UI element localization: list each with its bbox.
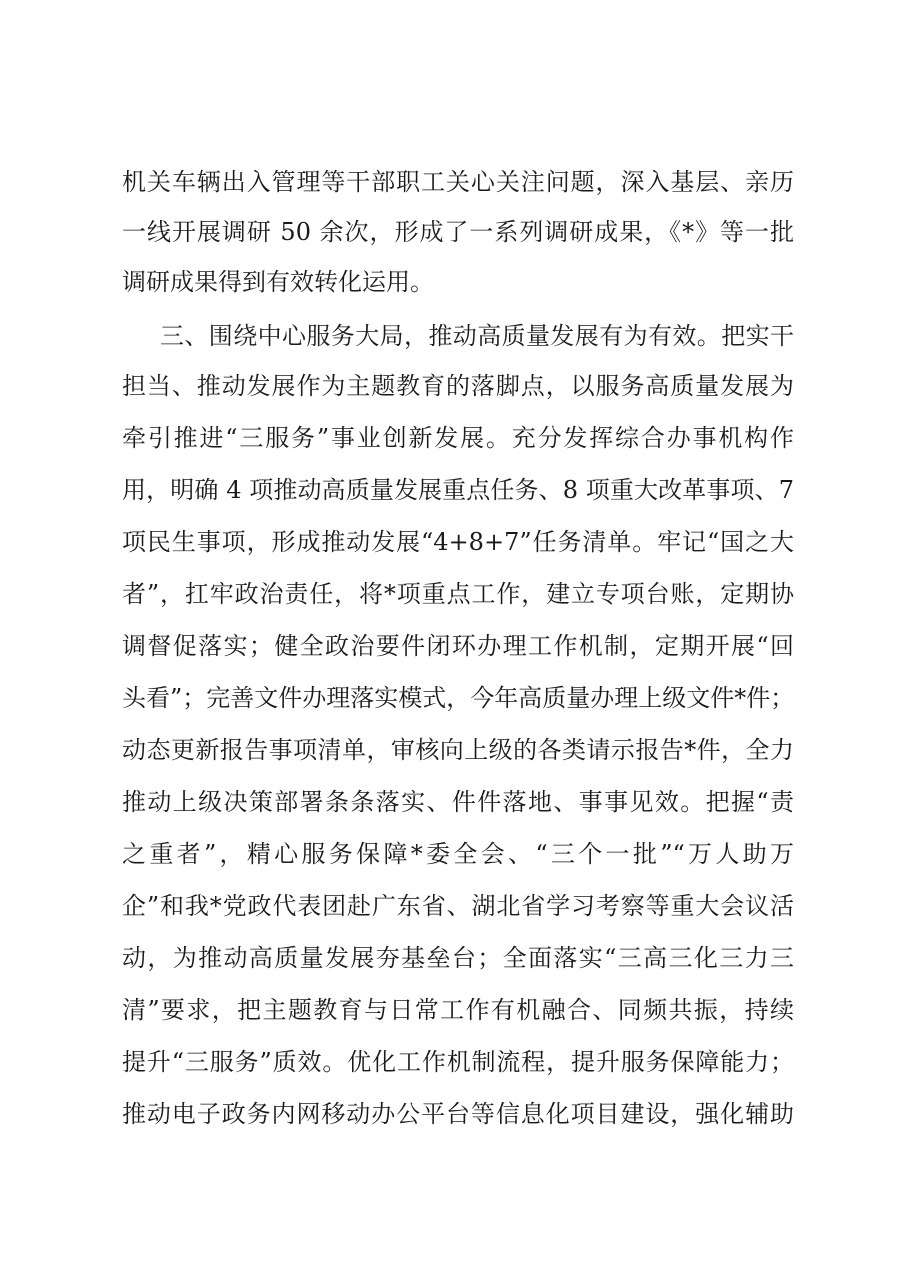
paragraph-2-line-3: 牵引推进“三服务”事业创新发展。充分发挥综合办事机构作: [122, 424, 794, 452]
paragraph-1-line-1: 机关车辆出入管理等干部职工关心关注问题，深入基层、亲历: [122, 168, 794, 196]
paragraph-2-line-8: 头看”；完善文件办理落实模式，今年高质量办理上级文件*件；: [122, 684, 794, 712]
paragraph-2-line-16: 推动电子政务内网移动办公平台等信息化项目建设，强化辅助: [122, 1100, 794, 1128]
paragraph-2-line-1: 三、围绕中心服务大局，推动高质量发展有为有效。把实干: [160, 322, 794, 350]
paragraph-2-line-12: 企”和我*党政代表团赴广东省、湖北省学习考察等重大会议活: [122, 892, 794, 920]
paragraph-2-line-13: 动，为推动高质量发展夯基垒台；全面落实“三高三化三力三: [122, 944, 794, 972]
paragraph-2-line-4: 用，明确 4 项推动高质量发展重点任务、8 项重大改革事项、7: [122, 476, 794, 504]
paragraph-2-line-9: 动态更新报告事项清单，审核向上级的各类请示报告*件，全力: [122, 736, 794, 764]
paragraph-2-line-6: 者”，扛牢政治责任，将*项重点工作，建立专项台账，定期协: [122, 580, 794, 608]
paragraph-2-line-10: 推动上级决策部署条条落实、件件落地、事事见效。把握“责: [122, 788, 794, 816]
paragraph-2-line-11: 之重者”，精心服务保障*委全会、“三个一批”“万人助万: [122, 840, 794, 868]
paragraph-2-line-5: 项民生事项，形成推动发展“4+8+7”任务清单。牢记“国之大: [122, 528, 794, 556]
paragraph-1-line-3: 调研成果得到有效转化运用。: [122, 268, 434, 296]
paragraph-2-line-14: 清”要求，把主题教育与日常工作有机融合、同频共振，持续: [122, 996, 794, 1024]
paragraph-1-line-2: 一线开展调研 50 余次，形成了一系列调研成果，《*》等一批: [122, 218, 794, 246]
paragraph-2-line-7: 调督促落实；健全政治要件闭环办理工作机制，定期开展“回: [122, 632, 794, 660]
paragraph-2-line-2: 担当、推动发展作为主题教育的落脚点，以服务高质量发展为: [122, 372, 794, 400]
paragraph-2-line-15: 提升“三服务”质效。优化工作机制流程，提升服务保障能力；: [122, 1048, 794, 1076]
